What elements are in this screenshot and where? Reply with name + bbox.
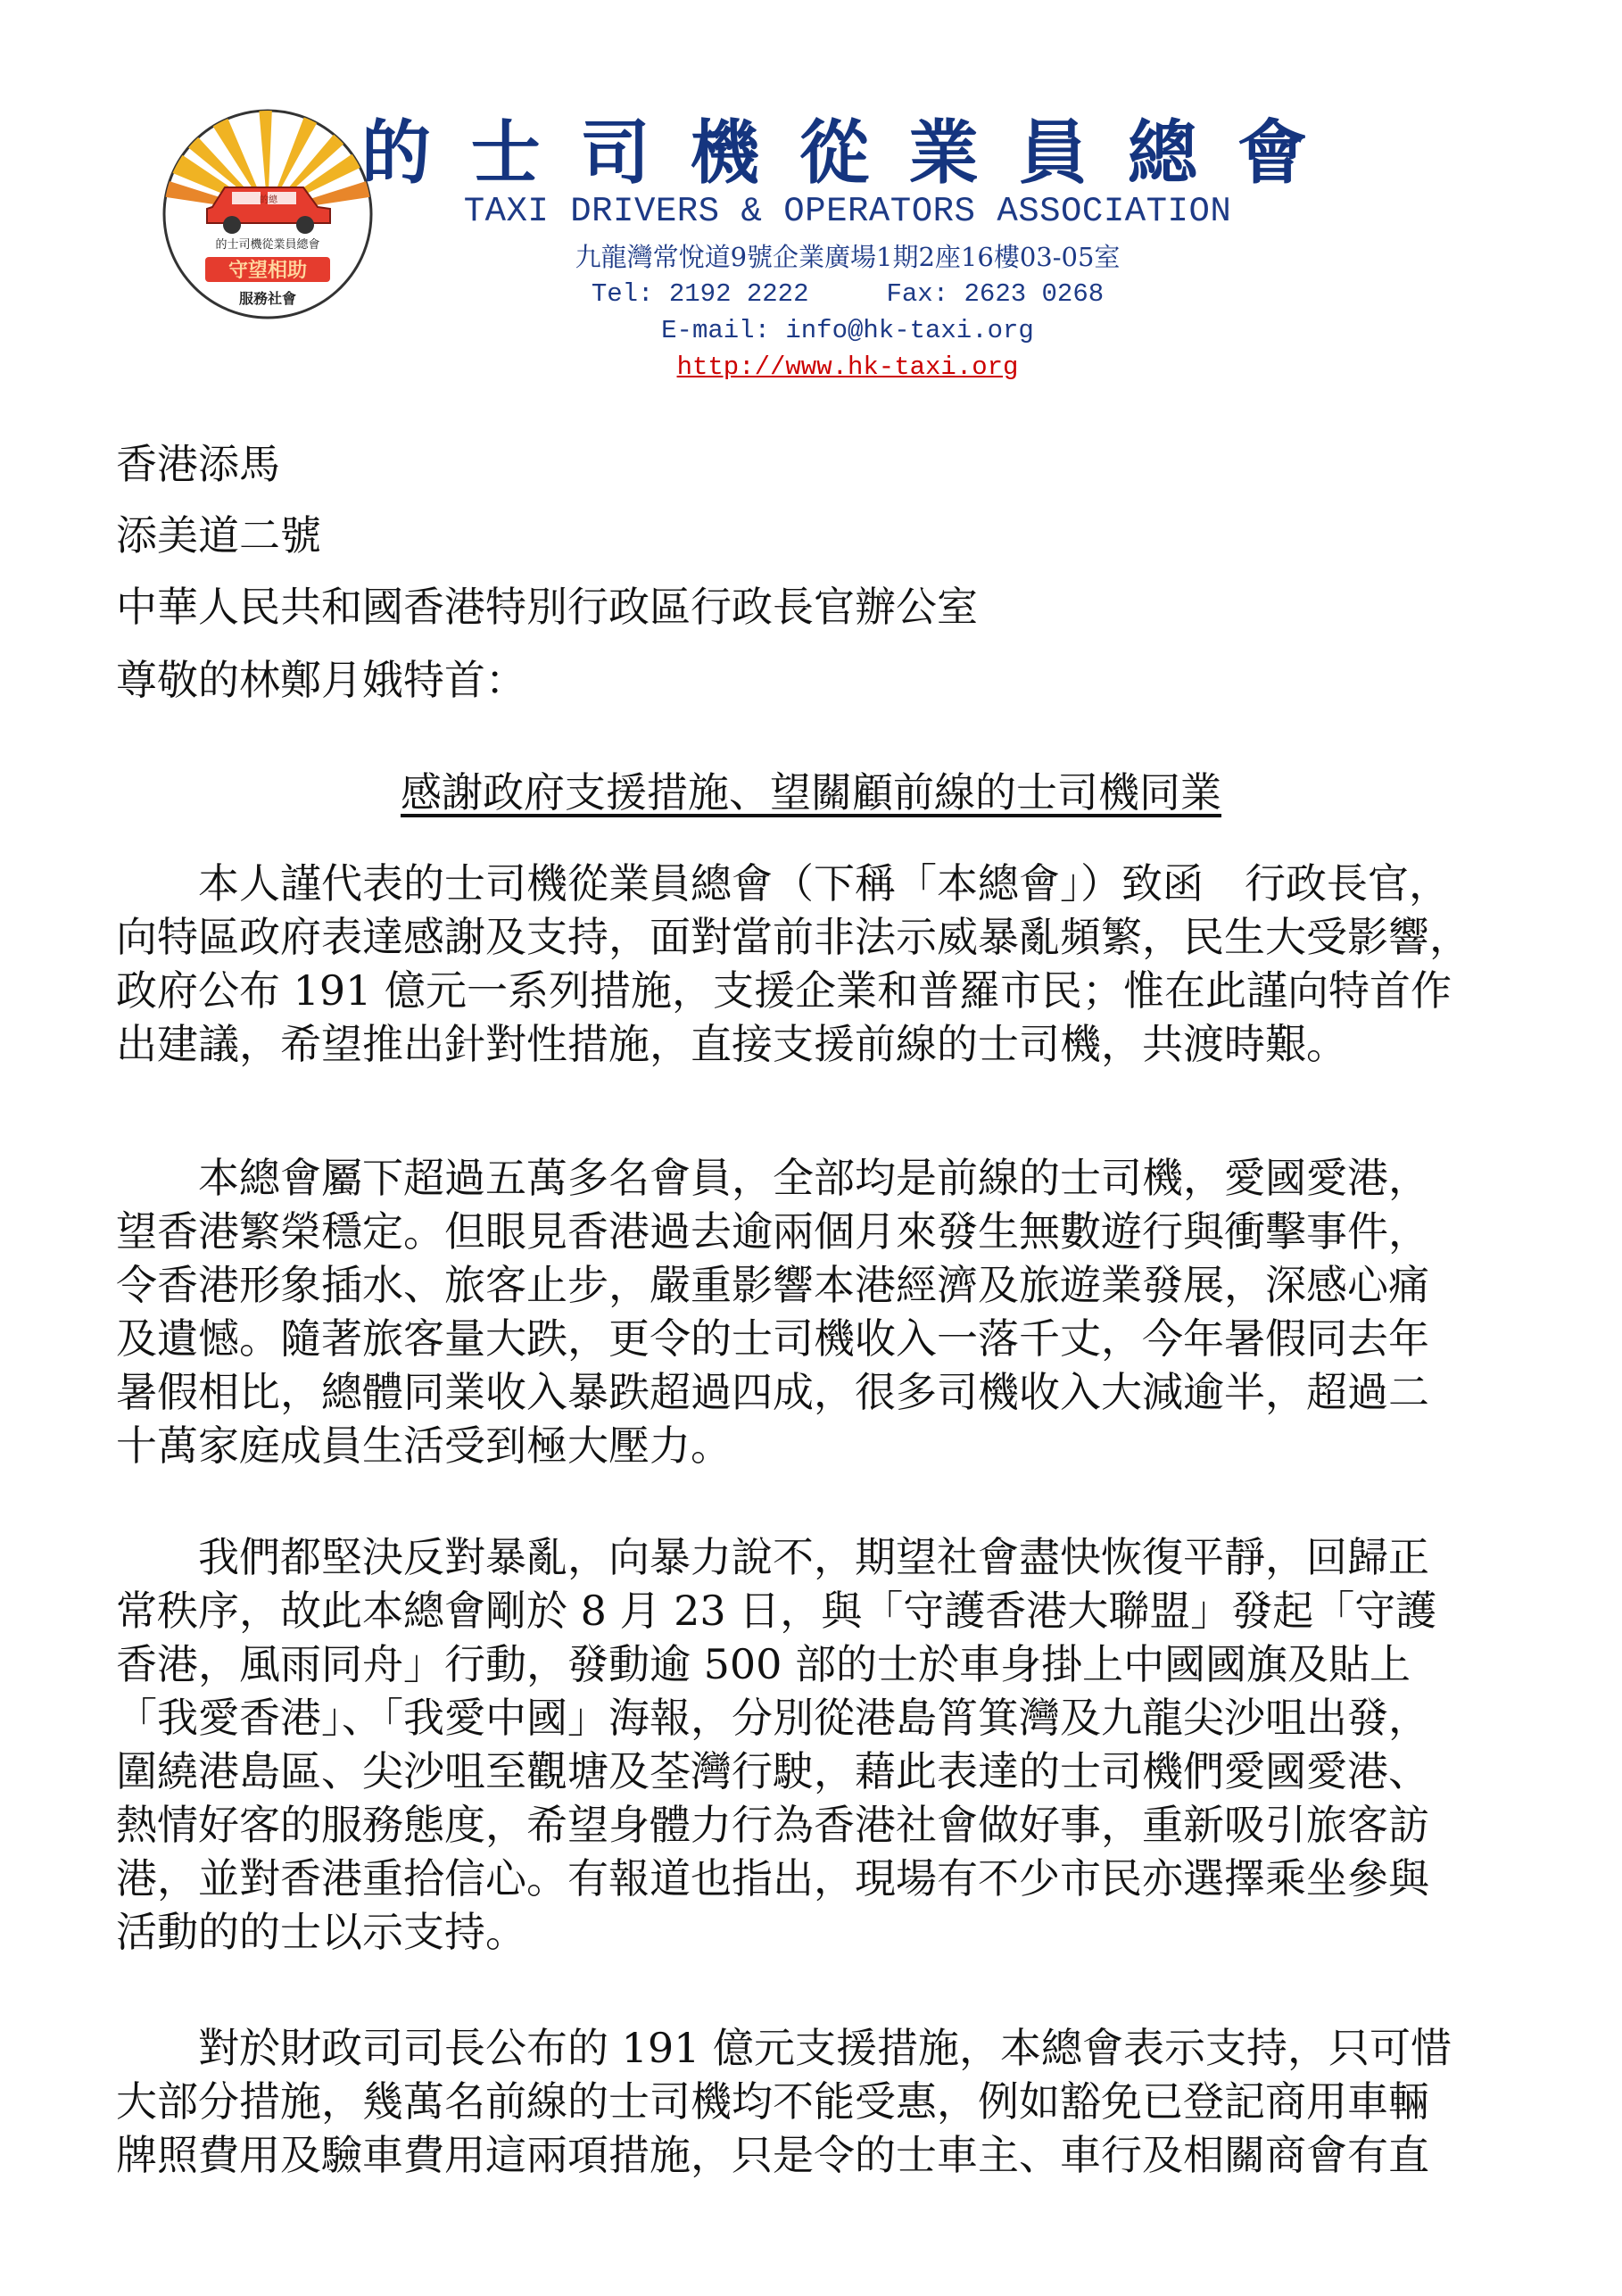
paragraph-line: 令香港形象插水、旅客止步，嚴重影響本港經濟及旅遊業發展，深感心痛 (116, 1261, 1429, 1309)
paragraph-line: 暑假相比，總體同業收入暴跌超過四成，很多司機收入大減逾半，超過二 (116, 1368, 1429, 1416)
org-address: 九龍灣常悅道9號企業廣場1期2座16樓03-05室 (575, 242, 1121, 272)
paragraph-line: 熱情好客的服務態度，希望身體力行為香港社會做好事，重新吸引旅客訪 (116, 1801, 1429, 1849)
paragraph-line: 十萬家庭成員生活受到極大壓力。 (116, 1422, 732, 1470)
org-name-char: 總 (1128, 113, 1198, 194)
paragraph-3 (116, 1530, 1436, 1959)
paragraph-line: 圍繞港島區、尖沙咀至觀塘及荃灣行駛，藉此表達的士司機們愛國愛港、 (116, 1747, 1429, 1795)
logo-motto: 守望相助 (228, 260, 308, 282)
paragraph-line: 及遺憾。隨著旅客量大跌，更令的士司機收入一落千丈，今年暑假同去年 (116, 1314, 1429, 1363)
org-name-char: 機 (690, 113, 760, 194)
paragraph-line: 本總會屬下超過五萬多名會員，全部均是前線的士司機，愛國愛港， (116, 1154, 1429, 1202)
org-name-char: 從 (799, 113, 869, 194)
paragraph-line: 向特區政府表達感謝及支持，面對當前非法示威暴亂頻繁，民生大受影響， (116, 913, 1470, 961)
paragraph-line: 出建議，希望推出針對性措施，直接支援前線的士司機，共渡時艱。 (116, 1020, 1347, 1068)
association-logo (161, 107, 375, 321)
paragraph-line: 我們都堅決反對暴亂，向暴力說不，期望社會盡快恢復平靜，回歸正 (116, 1533, 1429, 1581)
paragraph-line: 香港，風雨同舟」行動，發動逾 500 部的士於車身掛上中國國旗及貼上 (116, 1640, 1411, 1688)
org-name-chinese (361, 103, 1307, 192)
org-name-english: TAXI DRIVERS & OPERATORS ASSOCIATION (463, 192, 1232, 231)
recipient-address (116, 428, 978, 642)
paragraph-line: 本人謹代表的士司機從業員總會（下稱「本總會」）致函 行政長官， (116, 859, 1450, 908)
logo-tagline: 服務社會 (238, 290, 297, 307)
letter-subject: 感謝政府支援措施、望關顧前線的士司機同業 (401, 768, 1221, 816)
logo-band-text: 的士司機從業員總會 (215, 238, 320, 252)
recipient-line: 添美道二號 (116, 511, 321, 559)
paragraph-line: 望香港繁榮穩定。但眼見香港過去逾兩個月來發生無數遊行與衝擊事件， (116, 1207, 1429, 1256)
paragraph-1 (116, 857, 1470, 1071)
org-name-char: 員 (1018, 113, 1088, 194)
email-address: E-mail: info@hk-taxi.org (661, 316, 1034, 345)
org-name-char: 士 (470, 113, 541, 194)
phone-fax: Tel: 2192 2222 Fax: 2623 0268 (591, 279, 1105, 309)
paragraph-line: 政府公布 191 億元一系列措施，支援企業和普羅市民；惟在此謹向特首作 (116, 966, 1452, 1015)
paragraph-line: 牌照費用及驗車費用這兩項措施，只是令的士車主、車行及相關商會有直 (116, 2131, 1429, 2179)
paragraph-4 (116, 2021, 1452, 2182)
paragraph-line: 「我愛香港」、「我愛中國」海報，分別從港島筲箕灣及九龍尖沙咀出發， (116, 1694, 1429, 1742)
paragraph-line: 常秩序，故此本總會剛於 8 月 23 日，與「守護香港大聯盟」發起「守護 (116, 1587, 1437, 1635)
salutation: 尊敬的林鄭月娥特首： (116, 656, 526, 704)
org-name-char: 司 (580, 113, 650, 194)
paragraph-line: 大部分措施，幾萬名前線的士司機均不能受惠，例如豁免已登記商用車輛 (116, 2077, 1429, 2126)
logo-car-text: 的總 (260, 195, 277, 205)
website-link[interactable]: http://www.hk-taxi.org (676, 352, 1019, 382)
paragraph-line: 對於財政司司長公布的 191 億元支援措施，本總會表示支持，只可惜 (116, 2024, 1452, 2072)
org-name-char: 的 (361, 113, 432, 194)
org-name-char: 會 (1237, 113, 1307, 194)
paragraph-line: 港，並對香港重拾信心。有報道也指出，現場有不少市民亦選擇乘坐參與 (116, 1854, 1429, 1902)
recipient-line: 香港添馬 (116, 440, 280, 488)
paragraph-line: 活動的的士以示支持。 (116, 1908, 526, 1956)
contact-block (384, 239, 1312, 385)
paragraph-2 (116, 1151, 1429, 1472)
org-name-char: 業 (908, 113, 979, 194)
recipient-line: 中華人民共和國香港特別行政區行政長官辦公室 (116, 583, 978, 631)
